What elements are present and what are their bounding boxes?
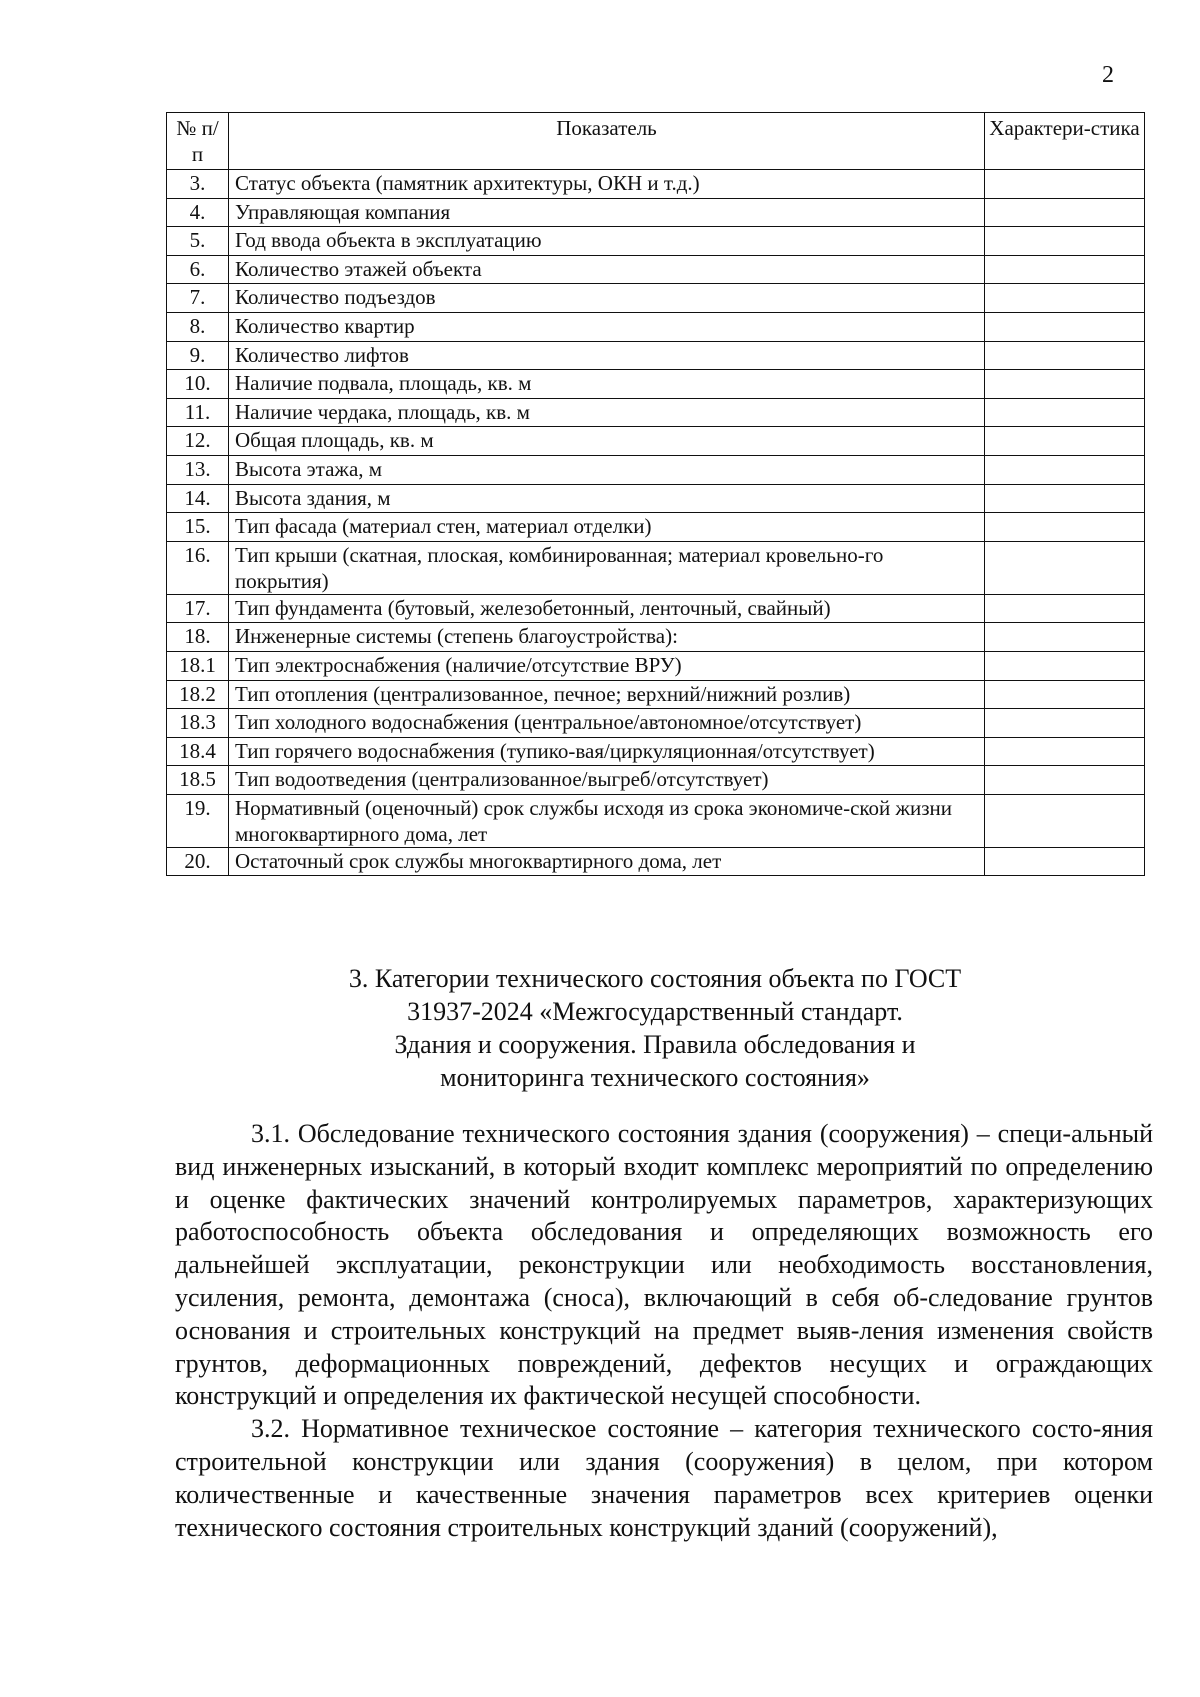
row-number: 18.5 (167, 766, 229, 795)
row-number: 18.3 (167, 709, 229, 738)
row-indicator: Нормативный (оценочный) срок службы исходя из срока экономиче-ской жизни многоквартирного дома, лет (229, 794, 985, 847)
row-characteristic-value (985, 427, 1145, 456)
table-body (167, 170, 1145, 876)
row-characteristic-value (985, 484, 1145, 513)
table-row (167, 794, 1145, 847)
row-number: 16. (167, 541, 229, 594)
row-number: 12. (167, 427, 229, 456)
row-characteristic-value (985, 709, 1145, 738)
row-indicator: Тип фундамента (бутовый, железобетонный, ленточный, свайный) (229, 594, 985, 623)
header-num: № п/п (167, 113, 229, 170)
table-row (167, 227, 1145, 256)
row-number: 3. (167, 170, 229, 199)
row-indicator: Количество лифтов (229, 341, 985, 370)
row-number: 19. (167, 794, 229, 847)
table-row (167, 847, 1145, 876)
table-row (167, 455, 1145, 484)
row-indicator: Тип крыши (скатная, плоская, комбинированная; материал кровельно-го покрытия) (229, 541, 985, 594)
row-number: 15. (167, 513, 229, 542)
table-row (167, 341, 1145, 370)
row-number: 13. (167, 455, 229, 484)
row-characteristic-value (985, 284, 1145, 313)
row-number: 18. (167, 623, 229, 652)
row-characteristic-value (985, 847, 1145, 876)
header-indicator: Показатель (229, 113, 985, 170)
row-number: 10. (167, 370, 229, 399)
table-row (167, 312, 1145, 341)
table-row (167, 427, 1145, 456)
paragraph-3-2: 3.2. Нормативное техническое состояние – категория технического состо-яния строительной конструкции или здания (сооружения) в целом, при котором количественные и качественные значения параметров всех критериев оценки технического состояния строительных конструкций зданий (сооружений), (175, 1414, 1153, 1542)
row-characteristic-value (985, 227, 1145, 256)
row-indicator: Количество этажей объекта (229, 255, 985, 284)
row-characteristic-value (985, 794, 1145, 847)
table-row (167, 541, 1145, 594)
section-title (166, 962, 1144, 1094)
row-indicator: Тип отопления (централизованное, печное; верхний/нижний розлив) (229, 680, 985, 709)
row-indicator: Наличие подвала, площадь, кв. м (229, 370, 985, 399)
section-body (175, 1118, 1153, 1544)
row-indicator: Тип холодного водоснабжения (центральное/автономное/отсутствует) (229, 709, 985, 738)
row-indicator: Тип водоотведения (централизованное/выгреб/отсутствует) (229, 766, 985, 795)
table-row (167, 623, 1145, 652)
row-number: 20. (167, 847, 229, 876)
section-title-line: 31937-2024 «Межгосударственный стандарт. (407, 997, 903, 1026)
row-number: 6. (167, 255, 229, 284)
row-number: 17. (167, 594, 229, 623)
row-number: 11. (167, 398, 229, 427)
paragraph-3-1: 3.1. Обследование технического состояния здания (сооружения) – специ-альный вид инженерных изысканий, в который входит комплекс мероприятий по определению и оценке фактических значений контролируемых параметров, характеризующих работоспособность объекта обследования и определяющих возможность его дальнейшей эксплуатации, реконструкции или необходимость восстановления, усиления, ремонта, демонтажа (сноса), включающий в себя об-следование грунтов основания и строительных конструкций на предмет выяв-ления изменения свойств грунтов, деформационных повреждений, дефектов несущих и ограждающих конструкций и определения их фактической несущей способности. (175, 1119, 1153, 1411)
table-row (167, 513, 1145, 542)
table-row (167, 198, 1145, 227)
row-characteristic-value (985, 680, 1145, 709)
building-indicators-table (166, 112, 1145, 876)
row-characteristic-value (985, 513, 1145, 542)
table-row (167, 594, 1145, 623)
row-number: 4. (167, 198, 229, 227)
row-indicator: Статус объекта (памятник архитектуры, ОКН и т.д.) (229, 170, 985, 199)
row-characteristic-value (985, 455, 1145, 484)
table-row (167, 484, 1145, 513)
row-characteristic-value (985, 170, 1145, 199)
row-indicator: Управляющая компания (229, 198, 985, 227)
row-indicator: Количество подъездов (229, 284, 985, 313)
row-characteristic-value (985, 398, 1145, 427)
row-number: 18.2 (167, 680, 229, 709)
table-header-row (167, 113, 1145, 170)
table-row (167, 680, 1145, 709)
row-characteristic-value (985, 594, 1145, 623)
row-indicator: Высота этажа, м (229, 455, 985, 484)
row-indicator: Остаточный срок службы многоквартирного дома, лет (229, 847, 985, 876)
section-title-line: 3. Категории технического состояния объекта по ГОСТ (348, 964, 962, 993)
row-indicator: Наличие чердака, площадь, кв. м (229, 398, 985, 427)
row-indicator: Тип электроснабжения (наличие/отсутствие ВРУ) (229, 651, 985, 680)
row-characteristic-value (985, 312, 1145, 341)
row-number: 14. (167, 484, 229, 513)
row-characteristic-value (985, 370, 1145, 399)
building-indicators-table-container (166, 112, 1144, 876)
row-number: 8. (167, 312, 229, 341)
row-indicator: Инженерные системы (степень благоустройства): (229, 623, 985, 652)
page-number: 2 (1102, 62, 1114, 88)
table-row (167, 284, 1145, 313)
row-indicator: Количество квартир (229, 312, 985, 341)
row-characteristic-value (985, 737, 1145, 766)
table-row (167, 766, 1145, 795)
row-characteristic-value (985, 541, 1145, 594)
table-row (167, 709, 1145, 738)
row-number: 18.4 (167, 737, 229, 766)
row-indicator: Тип горячего водоснабжения (тупико-вая/циркуляционная/отсутствует) (229, 737, 985, 766)
row-number: 9. (167, 341, 229, 370)
row-characteristic-value (985, 766, 1145, 795)
table-row (167, 255, 1145, 284)
row-number: 18.1 (167, 651, 229, 680)
table-row (167, 170, 1145, 199)
section-title-line: Здания и сооружения. Правила обследования и (394, 1030, 916, 1059)
row-characteristic-value (985, 255, 1145, 284)
row-number: 5. (167, 227, 229, 256)
row-number: 7. (167, 284, 229, 313)
table-row (167, 370, 1145, 399)
row-characteristic-value (985, 623, 1145, 652)
header-characteristic: Характери-стика (985, 113, 1145, 170)
row-characteristic-value (985, 341, 1145, 370)
table-row (167, 651, 1145, 680)
row-characteristic-value (985, 651, 1145, 680)
row-indicator: Высота здания, м (229, 484, 985, 513)
table-row (167, 737, 1145, 766)
section-title-line: мониторинга технического состояния» (440, 1063, 870, 1092)
row-characteristic-value (985, 198, 1145, 227)
table-row (167, 398, 1145, 427)
row-indicator: Год ввода объекта в эксплуатацию (229, 227, 985, 256)
row-indicator: Общая площадь, кв. м (229, 427, 985, 456)
row-indicator: Тип фасада (материал стен, материал отделки) (229, 513, 985, 542)
